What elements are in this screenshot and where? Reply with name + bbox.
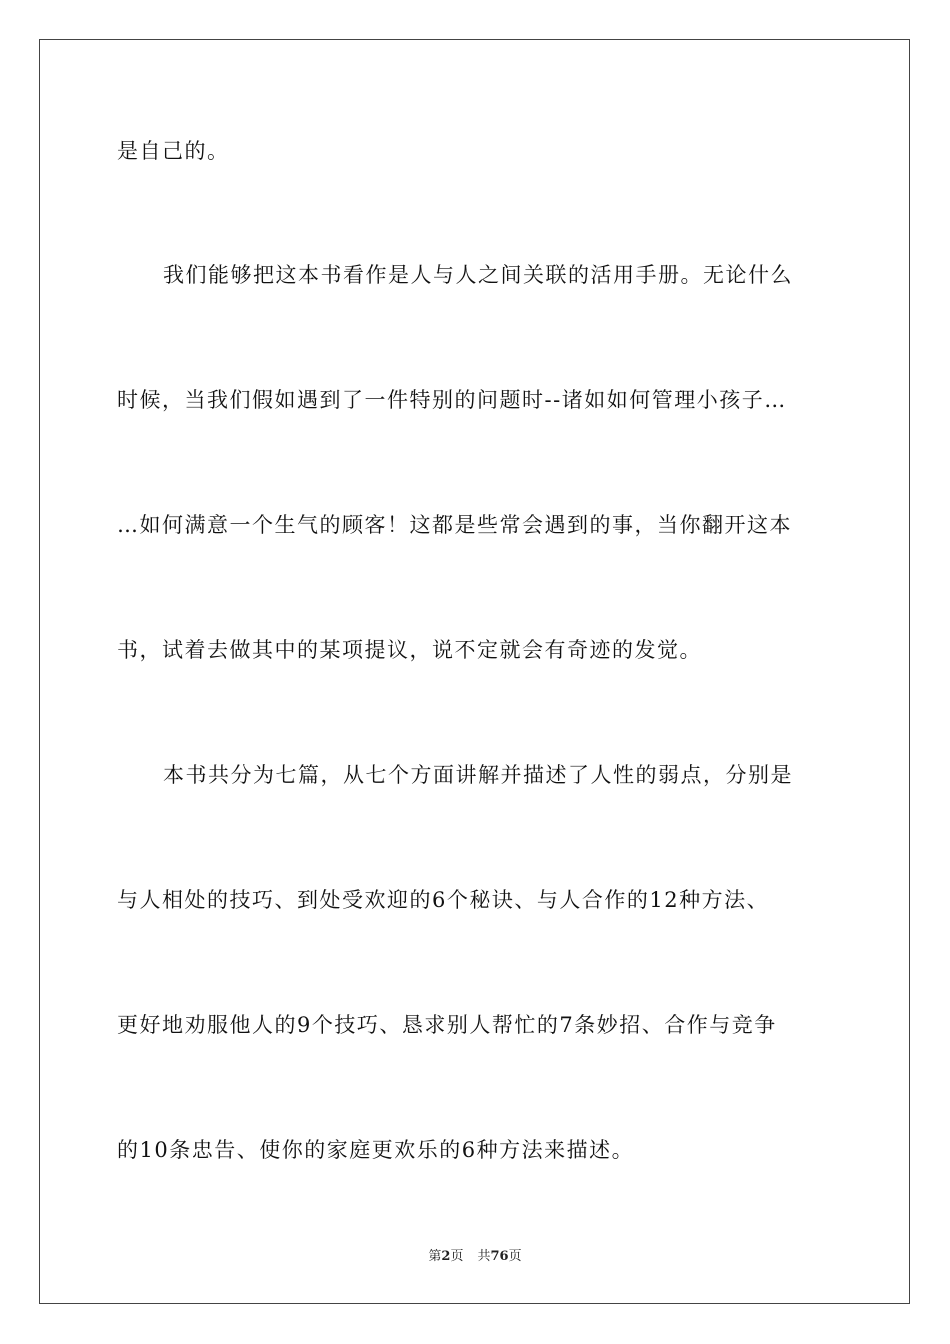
text-line-3: 时候，当我们假如遇到了一件特别的问题时--诸如如何管理小孩子…: [117, 388, 787, 412]
text-line-6: 本书共分为七篇，从七个方面讲解并描述了人性的弱点，分别是: [163, 763, 793, 787]
text-line-1: 是自己的。: [117, 139, 230, 163]
page-label-prefix: 第: [428, 1249, 442, 1264]
page-number: 2: [441, 1249, 451, 1264]
total-label-suffix: 页: [508, 1249, 522, 1264]
total-label-prefix: 共: [477, 1249, 491, 1264]
text-line-2: 我们能够把这本书看作是人与人之间关联的活用手册。无论什么: [163, 263, 793, 287]
text-line-4: …如何满意一个生气的顾客！这都是些常会遇到的事，当你翻开这本: [117, 513, 792, 537]
text-line-8: 更好地劝服他人的9个技巧、恳求别人帮忙的7条妙招、合作与竞争: [117, 1013, 777, 1037]
text-line-5: 书，试着去做其中的某项提议，说不定就会有奇迹的发觉。: [117, 638, 702, 662]
page-label-suffix: 页: [450, 1249, 464, 1264]
page-footer: [0, 1248, 950, 1266]
text-line-9: 的10条忠告、使你的家庭更欢乐的6种方法来描述。: [117, 1138, 635, 1162]
text-line-7: 与人相处的技巧、到处受欢迎的6个秘诀、与人合作的12种方法、: [117, 888, 770, 912]
page-border: [39, 39, 910, 1304]
total-pages: 76: [490, 1249, 509, 1264]
